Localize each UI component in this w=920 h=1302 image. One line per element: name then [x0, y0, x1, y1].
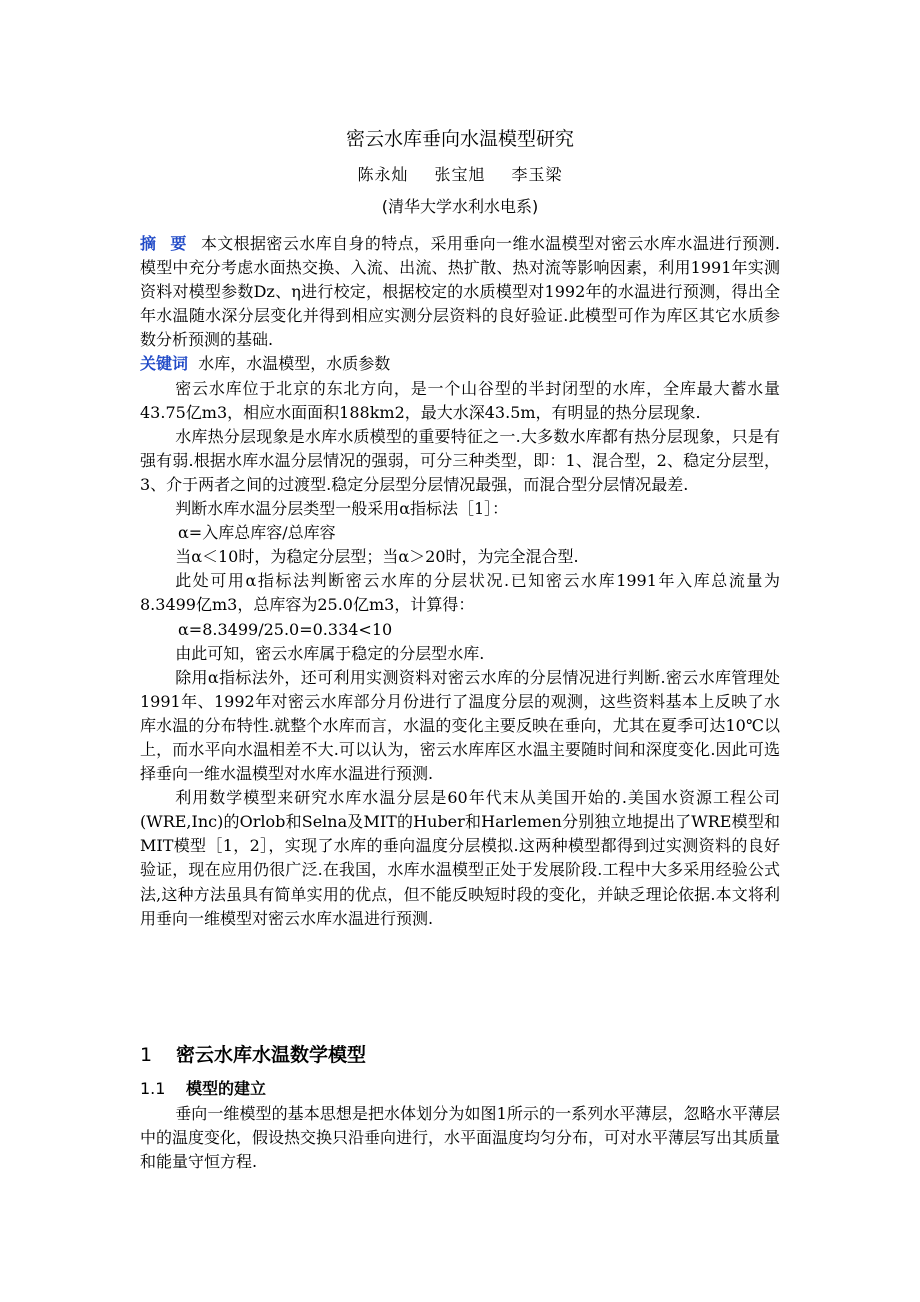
body-paragraph: 垂向一维模型的基本思想是把水体划分为如图1所示的一系列水平薄层，忽略水平薄层中的温度变化，假设热交换只沿垂向进行，水平面温度均匀分布，可对水平薄层写出其质量和能量守恒方程. — [140, 1104, 781, 1172]
abstract-label: 摘要 — [140, 234, 201, 253]
author-name: 陈永灿 — [357, 165, 409, 184]
classification-criteria: 当α＜10时，为稳定分层型；当α＞20时，为完全混合型. — [175, 547, 579, 567]
section-title: 密云水库水温数学模型 — [176, 1044, 367, 1066]
keywords-text: 水库，水温模型，水质参数 — [198, 354, 391, 374]
subsection-number: 1.1 — [140, 1079, 166, 1098]
body-paragraph: 由此可知，密云水库属于稳定的分层型水库. — [175, 643, 485, 663]
body-paragraph: 利用数学模型来研究水库水温分层是60年代末从美国开始的.美国水资源工程公司(WRE,Inc)的Orlob和Selna及MIT的Huber和Harlemen分别独立地提出了WRE模型和MIT模型［1，2］，实现了水库的垂向温度分层模拟.这两种模型都得到过实测资料的良好验证，现在应用仍很广泛.在我国，水库水温模型正处于发展阶段.工程中大多采用经验公式法,这种方法虽具有简单实用的优点，但不能反映短时段的变化，并缺乏理论依据.本文将利用垂向一维模型对密云水库水温进行预测. — [140, 788, 780, 928]
body-paragraph: 此处可用α指标法判断密云水库的分层状况.已知密云水库1991年入库总流量为8.3499亿m3，总库容为25.0亿m3，计算得： — [140, 571, 780, 615]
section-body — [140, 1102, 780, 1174]
abstract-block — [140, 232, 780, 931]
abstract-paragraph — [140, 232, 780, 352]
affiliation: (清华大学水利水电系) — [381, 197, 539, 216]
formula-alpha-definition: α=入库总库容/总库容 — [178, 523, 336, 543]
body-paragraph: 除用α指标法外，还可利用实测资料对密云水库的分层情况进行判断.密云水库管理处1991年、1992年对密云水库部分月份进行了温度分层的观测，这些资料基本上反映了水库水温的分布特性.就整个水库而言，水温的变化主要反映在垂向，尤其在夏季可达10℃以上，而水平向水温相差不大.可以认为，密云水库库区水温主要随时间和深度变化.因此可选择垂向一维水温模型对水库水温进行预测. — [140, 667, 780, 784]
subsection-heading — [140, 1076, 266, 1099]
author-name: 张宝旭 — [434, 165, 486, 184]
formula-alpha-calculation: α=8.3499/25.0=0.334<10 — [178, 619, 393, 639]
author-list — [0, 162, 920, 185]
body-paragraph: 密云水库位于北京的东北方向，是一个山谷型的半封闭型的水库，全库最大蓄水量43.75亿m3，相应水面面积188km2，最大水深43.5m，有明显的热分层现象. — [140, 378, 780, 422]
subsection-title: 模型的建立 — [186, 1079, 267, 1098]
body-paragraph: 水库热分层现象是水库水质模型的重要特征之一.大多数水库都有热分层现象，只是有强有弱.根据水库水温分层情况的强弱，可分三种类型，即：1、混合型，2、稳定分层型，3、介于两者之间的过渡型.稳定分层型分层情况最强，而混合型分层情况最差. — [140, 426, 780, 494]
keywords-label: 关键词 — [140, 354, 189, 374]
abstract-text: 本文根据密云水库自身的特点，采用垂向一维水温模型对密云水库水温进行预测.模型中充分考虑水面热交换、入流、出流、热扩散、热对流等影响因素，利用1991年实测资料对模型参数Dz、η进行校定，根据校定的水质模型对1992年的水温进行预测，得出全年水温随水深分层变化并得到相应实测分层资料的良好验证.此模型可作为库区其它水质参数分析预测的基础. — [140, 234, 780, 350]
section-heading — [140, 1040, 366, 1067]
keywords-paragraph — [140, 352, 780, 376]
author-name: 李玉梁 — [511, 165, 563, 184]
paper-title: 密云水库垂向水温模型研究 — [345, 128, 574, 150]
section-number: 1 — [140, 1044, 153, 1066]
body-paragraph: 判断水库水温分层类型一般采用α指标法［1］： — [175, 499, 509, 519]
